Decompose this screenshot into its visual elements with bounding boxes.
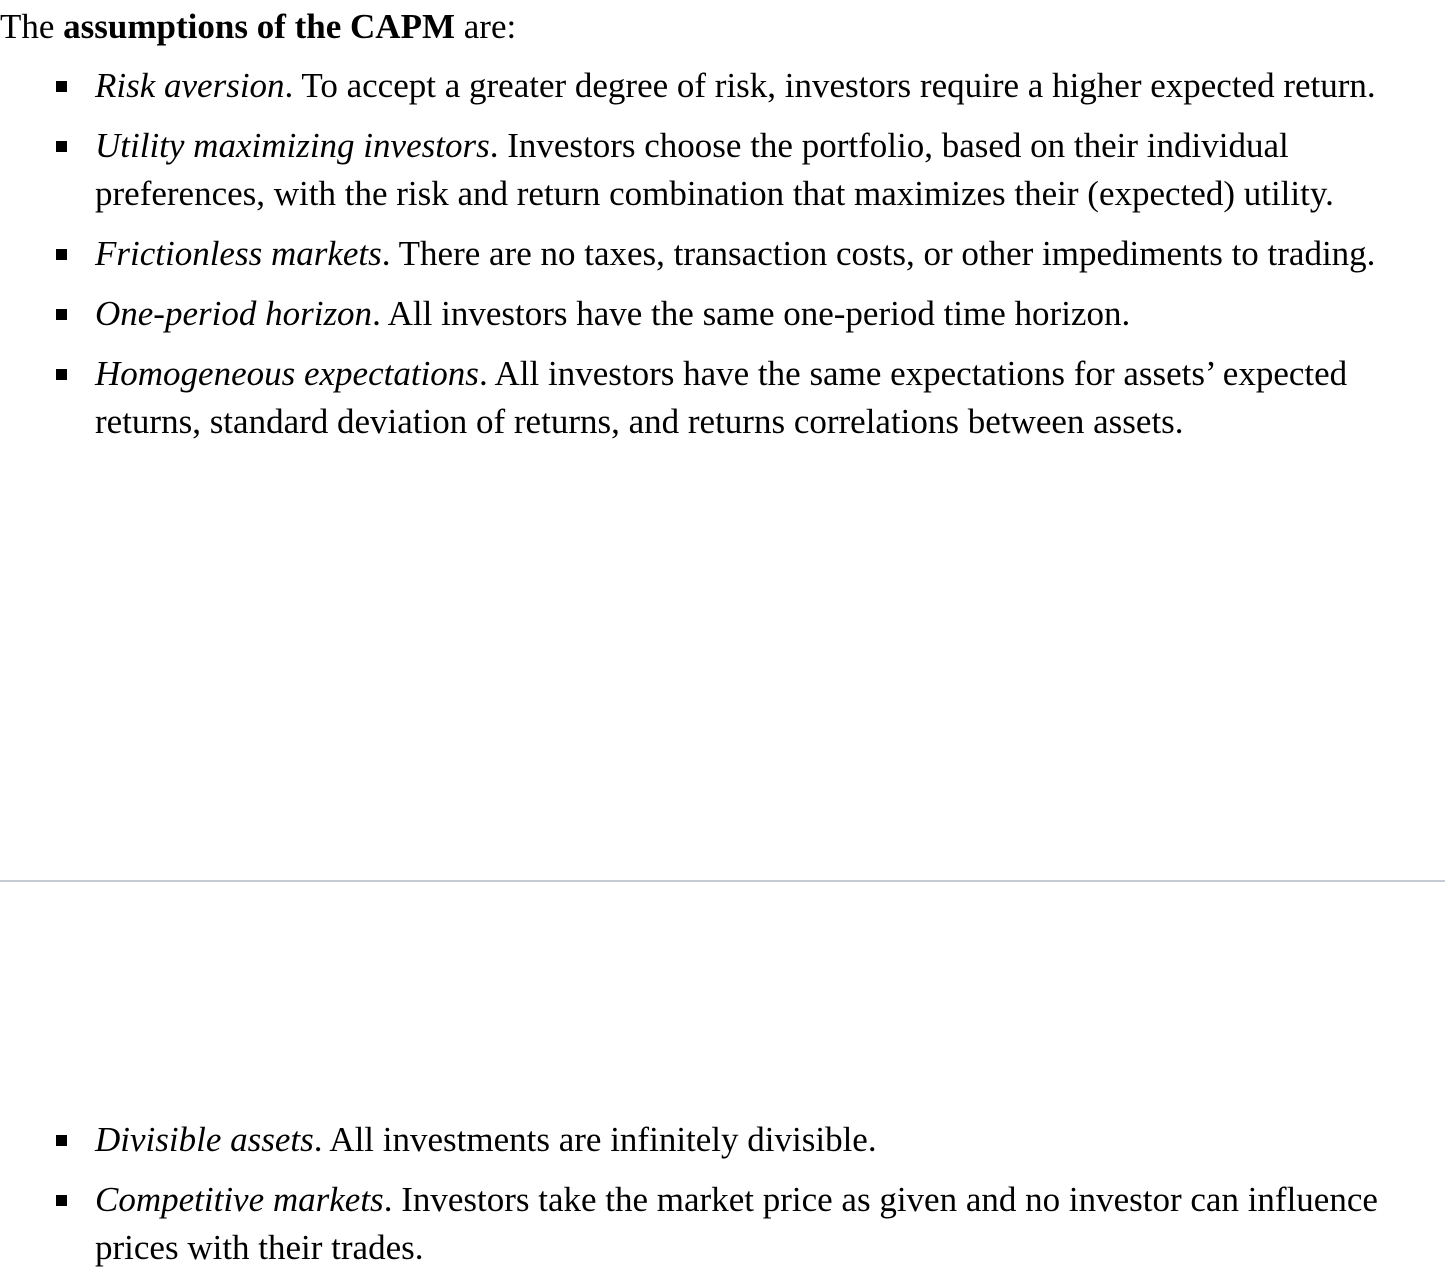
assumption-text: . Investors take the market price as given and no investor can influence prices with their trades. xyxy=(95,1180,1378,1267)
assumption-list-page-2 xyxy=(0,1116,1445,1284)
list-item xyxy=(0,350,1445,446)
assumption-text: . All investors have the same one-period time horizon. xyxy=(372,294,1131,333)
square-bullet-icon xyxy=(56,249,67,260)
intro-suffix: are: xyxy=(455,7,517,46)
list-item xyxy=(0,1176,1445,1272)
list-item xyxy=(0,230,1445,278)
square-bullet-icon xyxy=(56,1135,67,1146)
assumption-term: One-period horizon xyxy=(95,294,373,333)
assumption-term: Competitive markets xyxy=(95,1180,384,1219)
assumption-term: Divisible assets xyxy=(95,1120,314,1159)
assumption-term: Risk aversion xyxy=(95,66,285,105)
intro-bold-phrase: assumptions of the CAPM xyxy=(63,7,455,46)
list-item xyxy=(0,62,1445,110)
assumption-term: Utility maximizing investors xyxy=(95,126,490,165)
square-bullet-icon xyxy=(56,309,67,320)
assumption-list-page-1 xyxy=(0,62,1445,458)
square-bullet-icon xyxy=(56,369,67,380)
assumption-term: Frictionless markets xyxy=(95,234,382,273)
assumption-text: . All investors have the same expectations for assets’ expected returns, standard deviation of returns, and returns correlations between assets. xyxy=(95,354,1348,441)
list-item xyxy=(0,122,1445,218)
assumption-text: . All investments are infinitely divisible. xyxy=(313,1120,877,1159)
square-bullet-icon xyxy=(56,81,67,92)
page-divider xyxy=(0,880,1445,882)
square-bullet-icon xyxy=(56,141,67,152)
assumption-text: . There are no taxes, transaction costs, or other impediments to trading. xyxy=(381,234,1376,273)
intro-prefix: The xyxy=(0,7,64,46)
assumption-text: . To accept a greater degree of risk, investors require a higher expected return. xyxy=(284,66,1376,105)
intro-sentence xyxy=(0,3,516,51)
list-item xyxy=(0,290,1445,338)
assumption-term: Homogeneous expectations xyxy=(95,354,479,393)
square-bullet-icon xyxy=(56,1195,67,1206)
assumption-text: . Investors choose the portfolio, based on their individual preferences, with the risk and return combination that maximizes their (expected) utility. xyxy=(95,126,1334,213)
list-item xyxy=(0,1116,1445,1164)
